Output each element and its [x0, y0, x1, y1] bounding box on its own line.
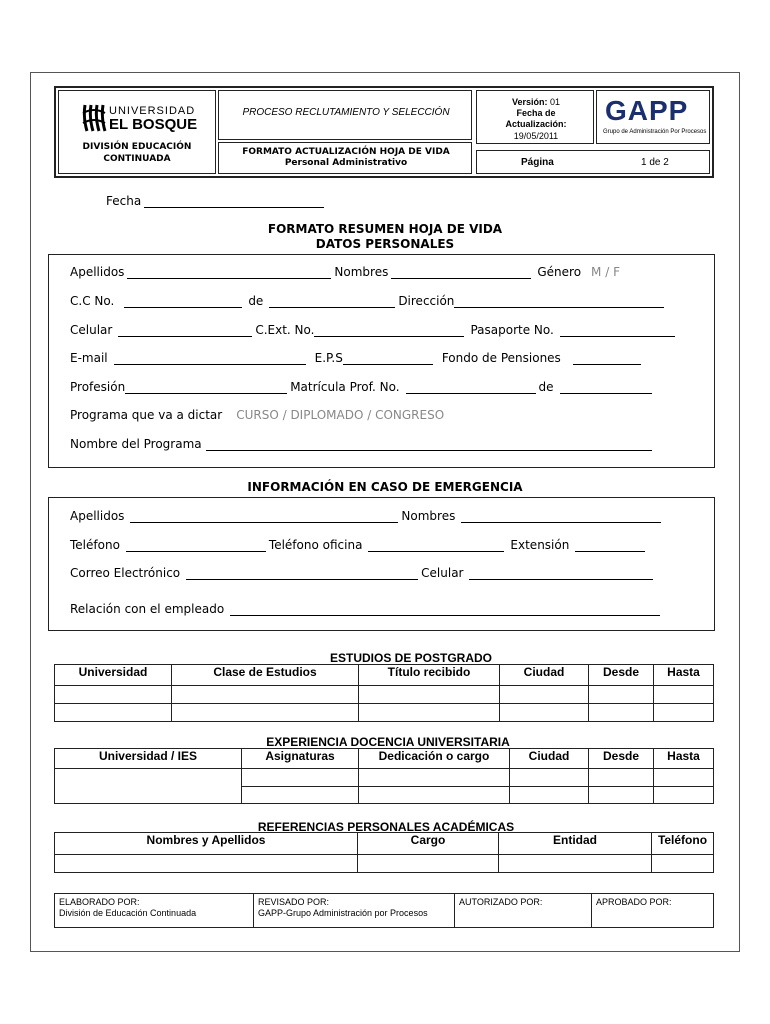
logo-cell	[58, 90, 216, 174]
eps-field[interactable]	[343, 352, 433, 365]
table-header-row	[55, 833, 714, 855]
autorizado-cell	[455, 894, 592, 928]
table-cell[interactable]	[654, 787, 714, 804]
table-cell[interactable]	[55, 686, 172, 704]
programa-options[interactable]: CURSO / DIPLOMADO / CONGRESO	[236, 408, 445, 422]
table-cell[interactable]	[500, 686, 589, 704]
em-celular-field[interactable]	[469, 567, 653, 580]
date-value: 19/05/2011	[513, 131, 559, 141]
version-line	[477, 97, 595, 108]
aprobado-label: APROBADO POR:	[596, 897, 672, 907]
table-cell[interactable]	[652, 855, 714, 873]
table-cell[interactable]	[589, 686, 654, 704]
profesion-field[interactable]	[125, 381, 287, 394]
em-relacion-label: Relación con el empleado	[70, 602, 225, 616]
em-tel-oficina-field[interactable]	[368, 539, 504, 552]
table-cell[interactable]	[359, 769, 510, 787]
table-cell[interactable]	[510, 787, 589, 804]
col-header: Dedicación o cargo	[359, 749, 510, 769]
approval-footer	[54, 893, 714, 928]
cc-field[interactable]	[124, 295, 242, 308]
direccion-label: Dirección	[398, 294, 455, 308]
table-row	[55, 704, 714, 722]
fondo-label: Fondo de Pensiones	[441, 351, 561, 365]
col-header: Asignaturas	[242, 749, 359, 769]
emergency-row-2	[70, 538, 648, 552]
version-cell	[476, 90, 594, 144]
col-header: Teléfono	[652, 833, 714, 855]
nombres-label: Nombres	[334, 265, 389, 279]
section-title-emergency: INFORMACIÓN EN CASO DE EMERGENCIA	[247, 480, 523, 494]
em-tel-oficina-label: Teléfono oficina	[268, 538, 363, 552]
personal-row-3	[70, 323, 678, 337]
personal-row-1	[70, 265, 620, 279]
process-cell	[218, 90, 472, 140]
cext-field[interactable]	[314, 324, 464, 337]
apellidos-label: Apellidos	[70, 265, 125, 279]
em-telefono-field[interactable]	[126, 539, 266, 552]
elaborado-value: División de Educación Continuada	[59, 908, 197, 918]
col-header: Hasta	[654, 665, 714, 686]
cc-de-field[interactable]	[269, 295, 395, 308]
em-apellidos-field[interactable]	[130, 510, 398, 523]
table-cell[interactable]	[589, 787, 654, 804]
programa-label: Programa que va a dictar	[70, 408, 223, 422]
table-cell[interactable]	[510, 769, 589, 787]
format-title: FORMATO ACTUALIZACIÓN HOJA DE VIDA	[242, 147, 450, 157]
em-celular-label: Celular	[421, 566, 464, 580]
col-header: Entidad	[499, 833, 652, 855]
col-header: Universidad	[55, 665, 172, 686]
revisado-label: REVISADO POR:	[258, 897, 330, 907]
matricula-de-field[interactable]	[560, 381, 652, 394]
cext-label: C.Ext. No.	[255, 323, 315, 337]
nombres-field[interactable]	[391, 266, 531, 279]
university-big-text: EL BOSQUE	[109, 116, 198, 133]
table-row	[55, 769, 714, 787]
fondo-field[interactable]	[573, 352, 641, 365]
celular-label: Celular	[70, 323, 113, 337]
table-cell[interactable]	[359, 787, 510, 804]
personal-row-2	[70, 294, 667, 308]
table-row	[55, 686, 714, 704]
genero-label: Género	[537, 265, 582, 279]
eps-label: E.P.S	[314, 351, 343, 365]
gapp-subtitle: Grupo de Administración Por Procesos	[603, 129, 707, 135]
table-cell[interactable]	[358, 855, 499, 873]
table-header-row	[55, 665, 714, 686]
celular-field[interactable]	[118, 324, 252, 337]
profesion-label: Profesión	[70, 380, 126, 394]
direccion-field[interactable]	[454, 295, 664, 308]
col-header: Clase de Estudios	[172, 665, 359, 686]
pasaporte-field[interactable]	[560, 324, 675, 337]
table-cell[interactable]	[55, 769, 242, 804]
table-cell[interactable]	[589, 704, 654, 722]
aprobado-cell	[592, 894, 714, 928]
table-cell[interactable]	[499, 855, 652, 873]
postgrado-table	[54, 664, 714, 722]
nombre-programa-field[interactable]	[206, 438, 652, 451]
matricula-field[interactable]	[406, 381, 536, 394]
genero-options[interactable]: M / F	[591, 265, 620, 279]
de-label: de	[248, 294, 264, 308]
email-label: E-mail	[70, 351, 108, 365]
table-cell[interactable]	[172, 704, 359, 722]
page-label: Página	[521, 157, 554, 168]
page-cell	[476, 150, 710, 174]
table-cell[interactable]	[172, 686, 359, 704]
gapp-logo-cell	[596, 90, 710, 144]
emergency-row-3	[70, 566, 656, 580]
referencias-table	[54, 832, 714, 873]
table-cell[interactable]	[500, 704, 589, 722]
personal-row-4	[70, 351, 644, 365]
section-title-referencias: REFERENCIAS PERSONALES ACADÉMICAS	[257, 820, 515, 834]
table-cell[interactable]	[359, 704, 500, 722]
elaborado-label: ELABORADO POR:	[59, 897, 140, 907]
col-header: Nombres y Apellidos	[55, 833, 358, 855]
em-relacion-field[interactable]	[230, 603, 660, 616]
em-correo-label: Correo Electrónico	[70, 566, 181, 580]
em-telefono-label: Teléfono	[70, 538, 120, 552]
section-title-docencia: EXPERIENCIA DOCENCIA UNIVERSITARIA	[266, 735, 510, 749]
fecha-field[interactable]	[144, 195, 324, 208]
table-cell[interactable]	[654, 769, 714, 787]
table-row	[55, 855, 714, 873]
col-header: Universidad / IES	[55, 749, 242, 769]
matricula-label: Matrícula Prof. No.	[290, 380, 400, 394]
emergency-row-1	[70, 509, 664, 523]
division-text: DIVISIÓN EDUCACIÓN CONTINUADA	[82, 142, 192, 164]
table-cell[interactable]	[589, 769, 654, 787]
table-cell[interactable]	[654, 704, 714, 722]
format-cell	[218, 142, 472, 174]
email-field[interactable]	[114, 352, 306, 365]
gapp-logo: GAPP	[605, 95, 689, 126]
table-cell[interactable]	[654, 686, 714, 704]
col-header: Hasta	[654, 749, 714, 769]
table-cell[interactable]	[55, 704, 172, 722]
table-cell[interactable]	[359, 686, 500, 704]
apellidos-field[interactable]	[127, 266, 331, 279]
fecha-row	[106, 194, 327, 208]
revisado-value: GAPP-Grupo Administración por Procesos	[258, 908, 428, 918]
col-header: Título recibido	[359, 665, 500, 686]
section-title-postgrado: ESTUDIOS DE POSTGRADO	[329, 651, 493, 665]
em-correo-field[interactable]	[186, 567, 418, 580]
university-small-text: UNIVERSIDAD	[109, 105, 196, 117]
autorizado-label: AUTORIZADO POR:	[459, 897, 543, 907]
em-extension-label: Extensión	[510, 538, 570, 552]
col-header: Ciudad	[510, 749, 589, 769]
personal-row-7	[70, 437, 655, 451]
elaborado-cell	[55, 894, 254, 928]
matricula-de-label: de	[538, 380, 554, 394]
personal-row-6	[70, 408, 444, 422]
university-crest-icon	[81, 103, 107, 133]
process-title: PROCESO RECLUTAMIENTO Y SELECCIÓN	[242, 107, 450, 118]
personal-row-5	[70, 380, 655, 394]
version-label: Versión:	[511, 97, 548, 107]
emergency-row-4	[70, 602, 663, 616]
em-nombres-label: Nombres	[401, 509, 456, 523]
em-apellidos-label: Apellidos	[70, 509, 125, 523]
em-nombres-field[interactable]	[461, 510, 661, 523]
col-header: Ciudad	[500, 665, 589, 686]
docencia-table	[54, 748, 714, 804]
table-cell[interactable]	[55, 855, 358, 873]
table-cell[interactable]	[242, 769, 359, 787]
col-header: Desde	[589, 665, 654, 686]
date-label: Fecha de Actualización:	[505, 108, 567, 129]
revisado-cell	[254, 894, 455, 928]
format-subtitle: Personal Administrativo	[284, 158, 408, 168]
table-header-row	[55, 749, 714, 769]
cc-label: C.C No.	[70, 294, 115, 308]
form-title: FORMATO RESUMEN HOJA DE VIDA	[267, 222, 503, 236]
fecha-label: Fecha	[106, 194, 142, 208]
em-extension-field[interactable]	[575, 539, 645, 552]
pasaporte-label: Pasaporte No.	[470, 323, 554, 337]
nombre-programa-label: Nombre del Programa	[70, 437, 202, 451]
version-value: 01	[550, 97, 561, 107]
page-value: 1 de 2	[641, 157, 669, 168]
col-header: Cargo	[358, 833, 499, 855]
table-cell[interactable]	[242, 787, 359, 804]
col-header: Desde	[589, 749, 654, 769]
section-title-personal: DATOS PERSONALES	[315, 237, 455, 251]
